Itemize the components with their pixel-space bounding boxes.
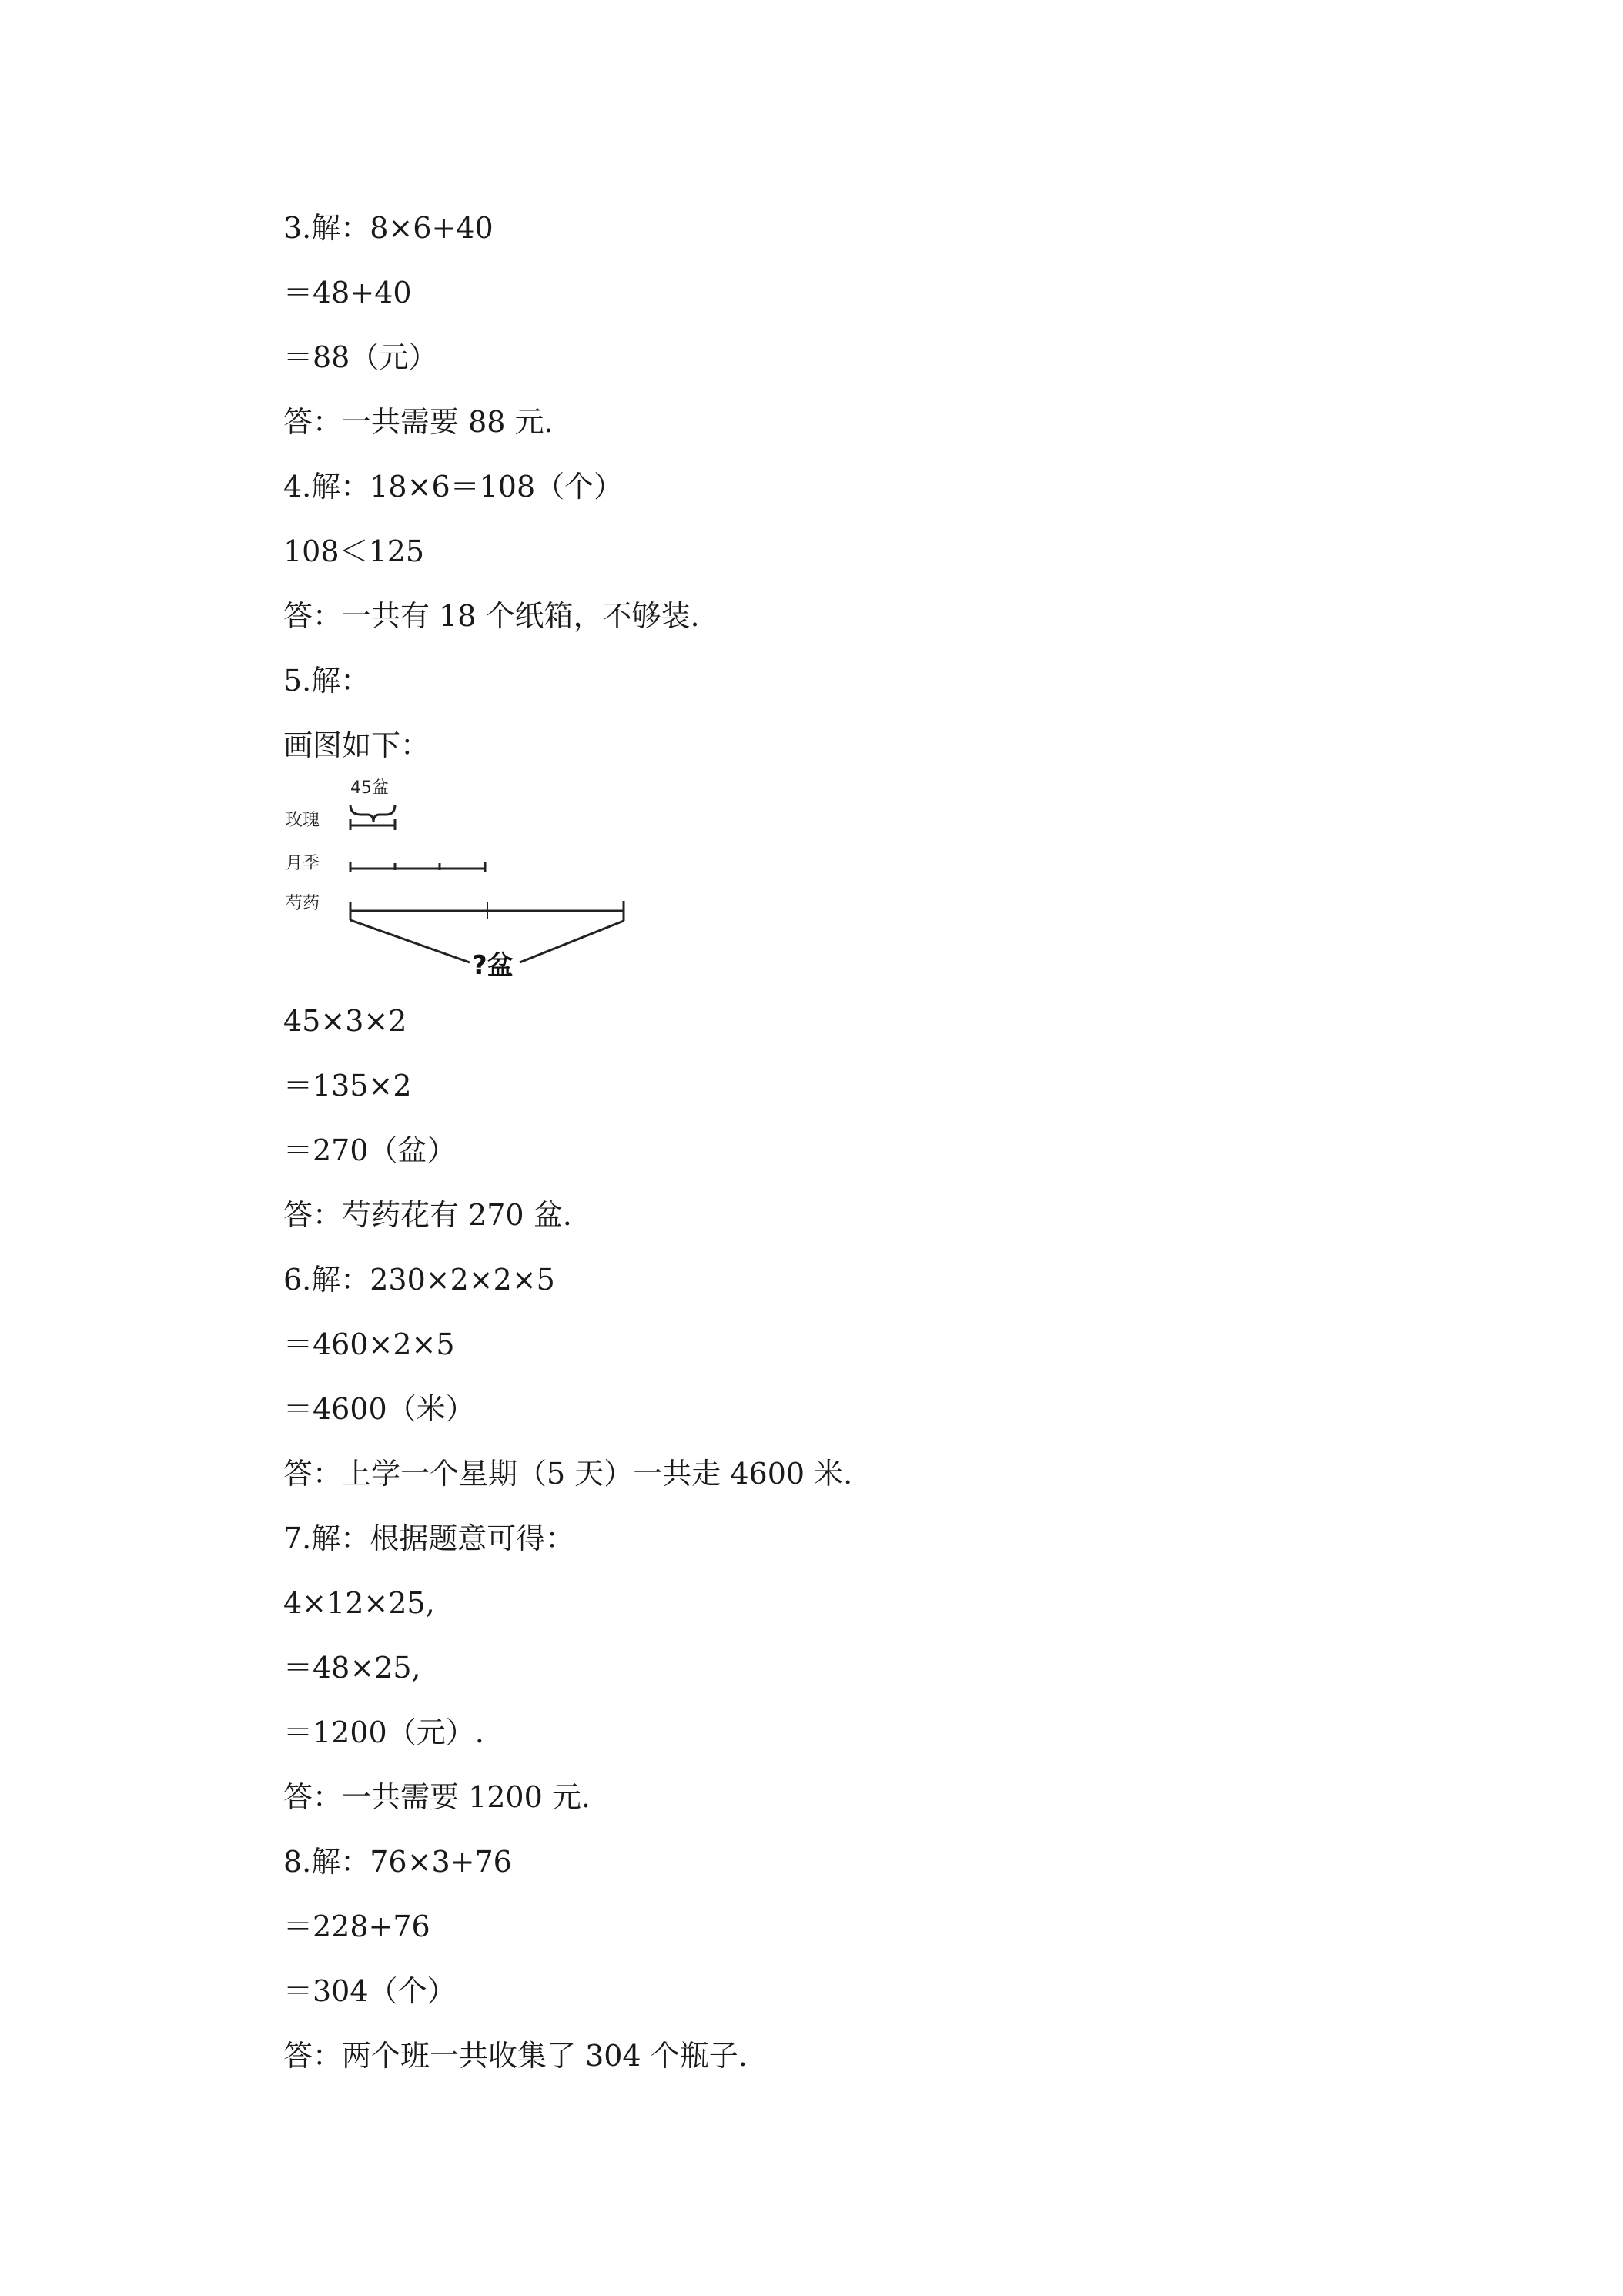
text-line: ＝228+76 (283, 1909, 430, 1943)
text-line: 4×12×25, (283, 1586, 435, 1620)
rose-brace (350, 805, 395, 822)
text-line: 答：一共有 18 个纸箱，不够装. (283, 599, 700, 633)
text-line: ＝270（盆） (283, 1133, 457, 1167)
total-bracket-right (520, 921, 624, 962)
text-line: 3.解：8×6+40 (283, 211, 494, 245)
text-line: 答：一共需要 88 元. (283, 405, 554, 439)
shaoyao-label: 芍药 (286, 894, 320, 913)
yueji-label: 月季 (286, 854, 320, 873)
text-line: 答：上学一个星期（5 天）一共走 4600 米. (283, 1457, 853, 1491)
text-line: ＝4600（米） (283, 1392, 475, 1426)
line-segment-diagram (281, 770, 635, 989)
text-line: 4.解：18×6＝108（个） (283, 470, 624, 504)
text-line: 画图如下： (283, 728, 430, 762)
text-line: ＝1200（元）. (283, 1715, 484, 1749)
rose-label: 玫瑰 (286, 811, 320, 830)
text-line: 答：两个班一共收集了 304 个瓶子. (283, 2039, 748, 2073)
total-label: ?盆 (472, 950, 514, 981)
text-line: ＝48+40 (283, 276, 412, 310)
text-line: ＝135×2 (283, 1069, 412, 1103)
total-bracket-left (350, 920, 470, 962)
text-line: 答：一共需要 1200 元. (283, 1780, 591, 1814)
text-line: ＝460×2×5 (283, 1327, 455, 1361)
text-line: 5.解： (283, 664, 370, 698)
text-line: 108＜125 (283, 534, 425, 568)
text-line: 7.解：根据题意可得： (283, 1521, 575, 1555)
text-line: ＝88（元） (283, 340, 438, 374)
text-line: ＝304（个） (283, 1974, 457, 2008)
text-line: 45×3×2 (283, 1004, 407, 1038)
text-line: 8.解：76×3+76 (283, 1845, 512, 1879)
text-line: 答：芍药花有 270 盆. (283, 1198, 572, 1232)
rose-value-label: 45盆 (350, 778, 389, 798)
text-line: 6.解：230×2×2×5 (283, 1263, 555, 1297)
text-line: ＝48×25, (283, 1651, 421, 1685)
